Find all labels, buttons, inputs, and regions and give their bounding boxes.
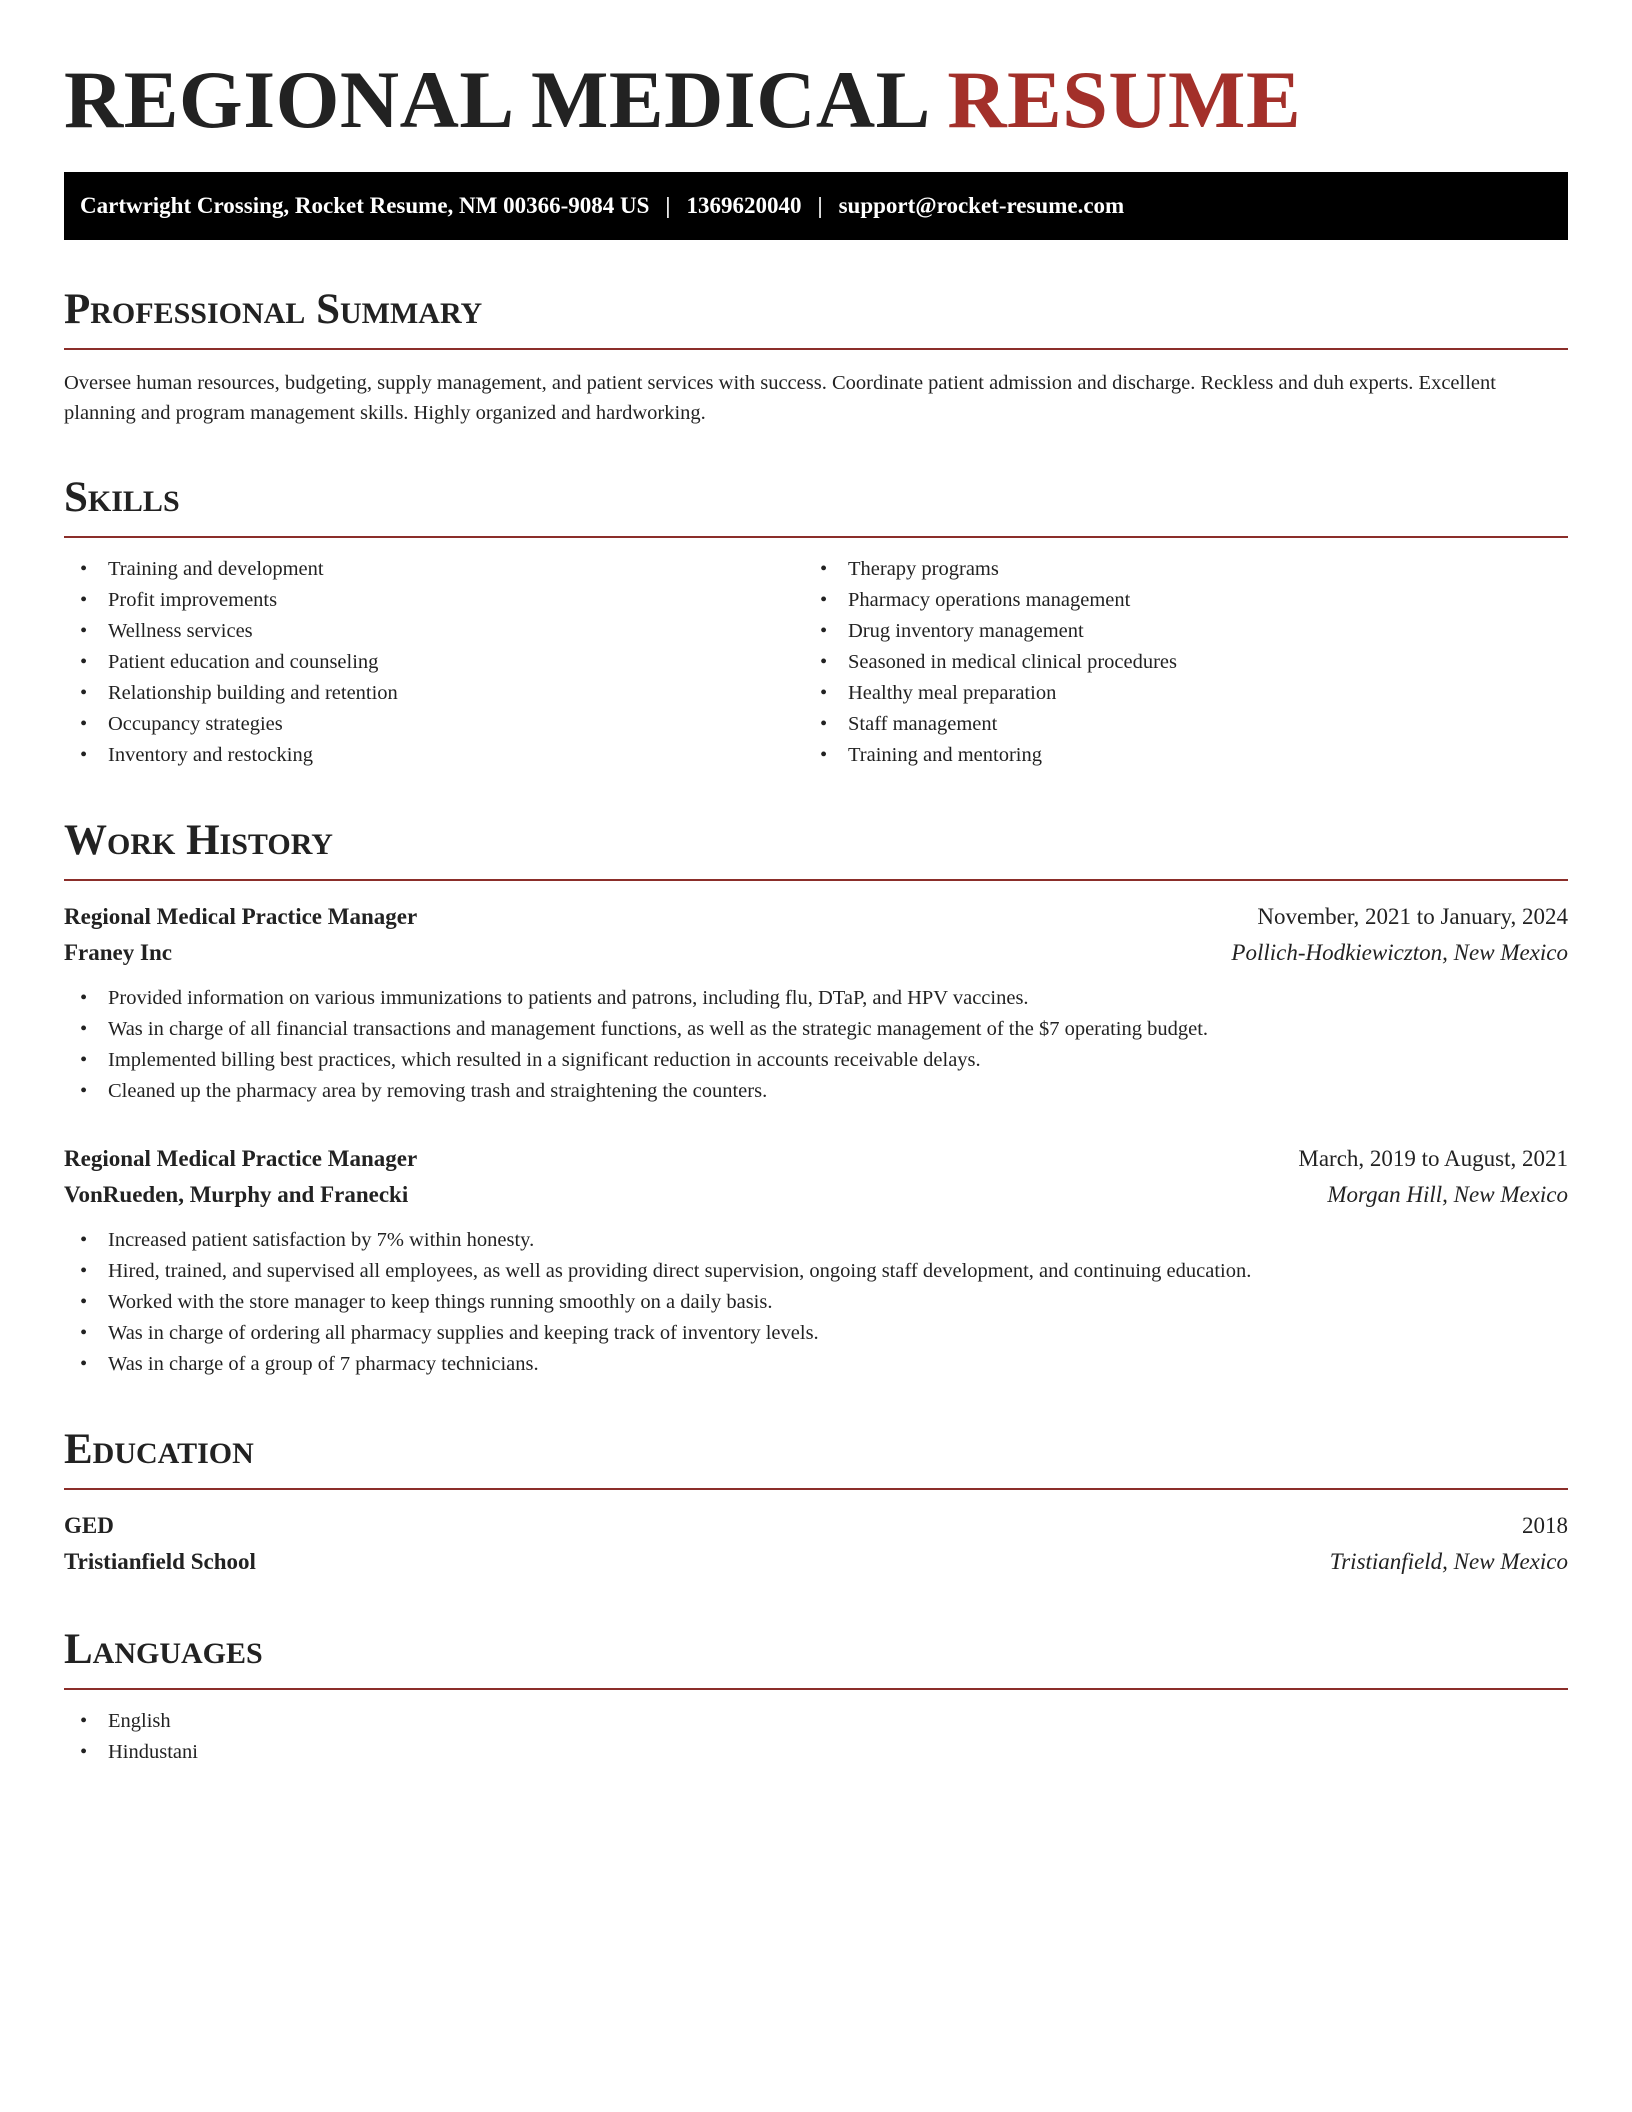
work-history-heading: Work History bbox=[64, 817, 333, 864]
skill-item: • Staff management bbox=[804, 709, 1544, 740]
education-subheader bbox=[64, 1544, 1568, 1580]
section-divider bbox=[64, 1688, 1568, 1690]
skill-item: • Occupancy strategies bbox=[64, 709, 804, 740]
skill-item: • Patient education and counseling bbox=[64, 647, 804, 678]
language-item: • Hindustani bbox=[64, 1737, 1568, 1768]
job-bullet: • Implemented billing best practices, which resulted in a significant reduction in accounts receivable delays. bbox=[64, 1045, 1568, 1076]
skill-item: • Pharmacy operations management bbox=[804, 585, 1544, 616]
job-entry bbox=[64, 1141, 1568, 1380]
job-bullet: • Worked with the store manager to keep things running smoothly on a daily basis. bbox=[64, 1287, 1568, 1318]
section-divider bbox=[64, 879, 1568, 881]
job-bullet: • Hired, trained, and supervised all employees, as well as providing direct supervision, ongoing staff development, and continuing education. bbox=[64, 1256, 1568, 1287]
job-bullet: • Was in charge of all financial transactions and management functions, as well as the strategic management of the $7 operating budget. bbox=[64, 1014, 1568, 1045]
skill-item: • Training and mentoring bbox=[804, 740, 1544, 771]
job-header bbox=[64, 1141, 1568, 1177]
education-year: 2018 bbox=[1522, 1513, 1568, 1538]
name-main: REGIONAL MEDICAL bbox=[64, 54, 927, 145]
section-divider bbox=[64, 1488, 1568, 1490]
job-bullets bbox=[64, 983, 1568, 1107]
contact-address: Cartwright Crossing, Rocket Resume, NM 00366-9084 US bbox=[80, 193, 650, 218]
job-title: Regional Medical Practice Manager bbox=[64, 904, 418, 929]
skill-item: • Inventory and restocking bbox=[64, 740, 804, 771]
job-bullet: • Was in charge of a group of 7 pharmacy technicians. bbox=[64, 1349, 1568, 1380]
education-entry bbox=[64, 1508, 1568, 1580]
summary-heading: Professional Summary bbox=[64, 286, 483, 333]
job-header bbox=[64, 899, 1568, 935]
job-bullets bbox=[64, 1225, 1568, 1380]
skills-list-right bbox=[804, 554, 1544, 771]
skill-item: • Drug inventory management bbox=[804, 616, 1544, 647]
section-divider bbox=[64, 348, 1568, 350]
skill-item: • Therapy programs bbox=[804, 554, 1544, 585]
job-bullet: • Increased patient satisfaction by 7% within honesty. bbox=[64, 1225, 1568, 1256]
summary-text: Oversee human resources, budgeting, supply management, and patient services with success. Coordinate patient admission and discharge. Reckless and duh experts. Excellent planning and program management skills. Highly organized and hardworking. bbox=[64, 372, 1496, 424]
job-bullet: • Was in charge of ordering all pharmacy supplies and keeping track of inventory levels. bbox=[64, 1318, 1568, 1349]
skill-item: • Profit improvements bbox=[64, 585, 804, 616]
languages-list bbox=[64, 1706, 1568, 1768]
contact-separator: | bbox=[817, 193, 823, 218]
skill-item: • Training and development bbox=[64, 554, 804, 585]
education-school: Tristianfield School bbox=[64, 1549, 256, 1574]
job-location: Pollich-Hodkiewiczton, New Mexico bbox=[1231, 940, 1568, 965]
job-bullet: • Cleaned up the pharmacy area by removing trash and straightening the counters. bbox=[64, 1076, 1568, 1107]
job-dates: November, 2021 to January, 2024 bbox=[1257, 904, 1568, 929]
contact-phone[interactable]: 1369620040 bbox=[686, 193, 802, 218]
contact-bar bbox=[64, 172, 1568, 240]
skills-grid bbox=[64, 554, 1568, 771]
language-item: • English bbox=[64, 1706, 1568, 1737]
resume-name bbox=[64, 52, 1568, 148]
name-accent: RESUME bbox=[947, 54, 1302, 145]
skill-item: • Relationship building and retention bbox=[64, 678, 804, 709]
education-heading: Education bbox=[64, 1426, 254, 1473]
skills-heading: Skills bbox=[64, 474, 180, 521]
skills-list-left bbox=[64, 554, 804, 771]
job-dates: March, 2019 to August, 2021 bbox=[1298, 1146, 1568, 1171]
job-entry bbox=[64, 899, 1568, 1107]
contact-separator: | bbox=[665, 193, 671, 218]
job-company: VonRueden, Murphy and Franecki bbox=[64, 1182, 409, 1207]
job-location: Morgan Hill, New Mexico bbox=[1327, 1182, 1568, 1207]
skill-item: • Wellness services bbox=[64, 616, 804, 647]
languages-heading: Languages bbox=[64, 1626, 263, 1673]
skill-item: • Seasoned in medical clinical procedures bbox=[804, 647, 1544, 678]
education-degree: GED bbox=[64, 1513, 114, 1538]
education-location: Tristianfield, New Mexico bbox=[1329, 1549, 1568, 1574]
education-header bbox=[64, 1508, 1568, 1544]
section-divider bbox=[64, 536, 1568, 538]
skill-item: • Healthy meal preparation bbox=[804, 678, 1544, 709]
job-company: Franey Inc bbox=[64, 940, 172, 965]
job-bullet: • Provided information on various immunizations to patients and patrons, including flu, DTaP, and HPV vaccines. bbox=[64, 983, 1568, 1014]
job-subheader bbox=[64, 1177, 1568, 1213]
contact-email[interactable]: support@rocket-resume.com bbox=[838, 193, 1125, 218]
job-title: Regional Medical Practice Manager bbox=[64, 1146, 418, 1171]
job-subheader bbox=[64, 935, 1568, 971]
